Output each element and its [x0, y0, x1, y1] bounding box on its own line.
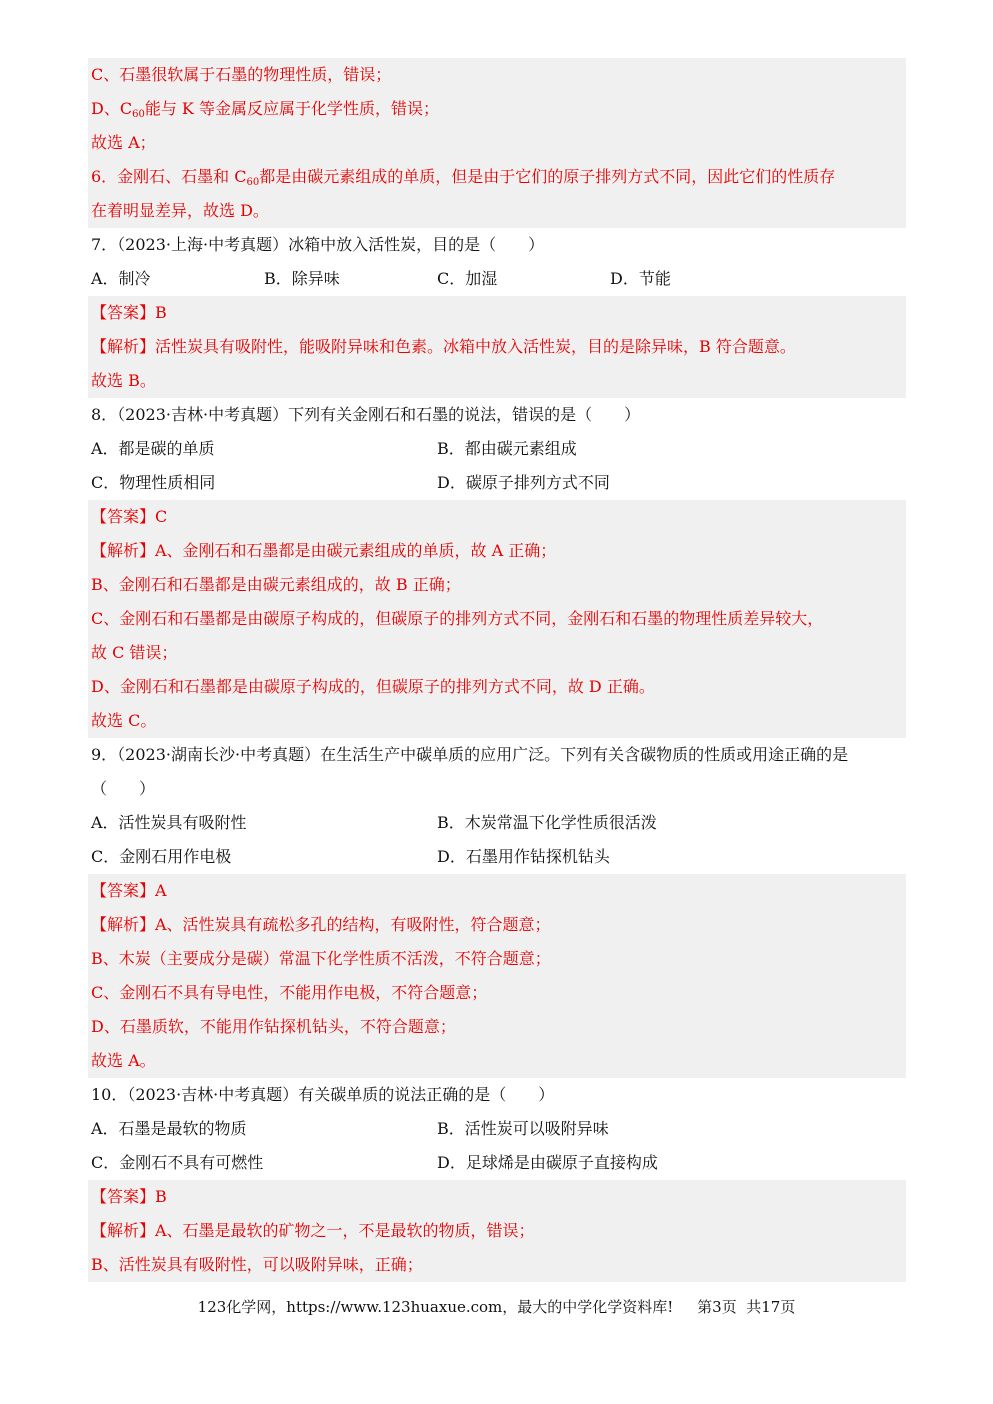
- option: C．物理性质相同: [91, 473, 216, 492]
- question-stem: 10．（2023·吉林·中考真题）有关碳单质的说法正确的是（ ）: [91, 1085, 555, 1104]
- q6-answer-line: 在着明显差异，故选 D。: [91, 201, 269, 220]
- analysis-line: D、金刚石和石墨都是由碳原子构成的，但碳原子的排列方式不同，故 D 正确。: [91, 677, 655, 696]
- analysis-line: C、金刚石和石墨都是由碳原子构成的，但碳原子的排列方式不同，金刚石和石墨的物理性质差异较大，: [91, 609, 824, 628]
- analysis-line: B、金刚石和石墨都是由碳元素组成的，故 B 正确；: [91, 575, 461, 594]
- option: B．都由碳元素组成: [437, 439, 577, 458]
- analysis-line: 故 C 错误；: [91, 643, 178, 662]
- analysis-line: 【解析】A、金刚石和石墨都是由碳元素组成的单质，故 A 正确；: [91, 541, 557, 560]
- options-row: [88, 840, 906, 874]
- page-footer: 123化学网，https://www.123huaxue.com，最大的中学化学资料库! 第3页 共17页: [197, 1298, 796, 1316]
- options-row: [88, 1146, 906, 1180]
- option: A．石墨是最软的物质: [91, 1119, 247, 1138]
- option: D．碳原子排列方式不同: [437, 473, 610, 492]
- analysis-line: D、$C_{60}$能与 K 等金属反应属于化学性质，错误；: [91, 99, 439, 120]
- option: C．金刚石不具有可燃性: [91, 1153, 264, 1172]
- options-row: [88, 432, 906, 466]
- question-stem: （ ）: [91, 779, 156, 798]
- analysis-line: 故选 A。: [91, 1051, 156, 1070]
- option: B．活性炭可以吸附异味: [437, 1119, 609, 1138]
- analysis-line: 故选 B。: [91, 371, 156, 390]
- question-stem: 8．（2023·吉林·中考真题）下列有关金刚石和石墨的说法，错误的是（ ）: [91, 405, 641, 424]
- q6-answer-line: 6．金刚石、石墨和 $C_{60}$都是由碳元素组成的单质，但是由于它们的原子排列方式不同，因此它们的性质存: [91, 167, 836, 188]
- options-row: [88, 1112, 906, 1146]
- option: A．都是碳的单质: [91, 439, 215, 458]
- analysis-line: 故选 C。: [91, 711, 157, 730]
- analysis-line: 【解析】活性炭具有吸附性，能吸附异味和色素。冰箱中放入活性炭，目的是除异味，B 符合题意。: [91, 337, 796, 356]
- option: D．节能: [610, 269, 671, 288]
- analysis-line: 故选 A；: [91, 133, 156, 152]
- analysis-line: B、活性炭具有吸附性，可以吸附异味，正确；: [91, 1255, 423, 1274]
- option: D．足球烯是由碳原子直接构成: [437, 1153, 658, 1172]
- analysis-line: B、木炭（主要成分是碳）常温下化学性质不活泼，不符合题意；: [91, 949, 551, 968]
- option: B．木炭常温下化学性质很活泼: [437, 813, 657, 832]
- question-stem: 9．（2023·湖南长沙·中考真题）在生活生产中碳单质的应用广泛。下列有关含碳物质的性质或用途正确的是: [91, 745, 849, 764]
- question-stem: 7．（2023·上海·中考真题）冰箱中放入活性炭，目的是（ ）: [91, 235, 545, 254]
- analysis-line: C、石墨很软属于石墨的物理性质，错误；: [91, 65, 392, 84]
- answer-block: [88, 296, 906, 398]
- page-content: [88, 58, 906, 1282]
- options-row: [88, 806, 906, 840]
- option: D．石墨用作钻探机钻头: [437, 847, 610, 866]
- answer-line: 【答案】A: [91, 881, 167, 900]
- analysis-line: 【解析】A、活性炭具有疏松多孔的结构，有吸附性，符合题意；: [91, 915, 551, 934]
- options-row: [88, 466, 906, 500]
- q5-analysis-continued: [88, 58, 906, 228]
- option: B．除异味: [264, 269, 340, 288]
- options-row: [88, 262, 906, 296]
- answer-block: [88, 1180, 906, 1282]
- answer-block: [88, 500, 906, 738]
- option: C．金刚石用作电极: [91, 847, 232, 866]
- option: A．活性炭具有吸附性: [91, 813, 247, 832]
- analysis-line: 【解析】A、石墨是最软的矿物之一，不是最软的物质，错误；: [91, 1221, 535, 1240]
- option: A．制冷: [91, 269, 151, 288]
- answer-line: 【答案】B: [91, 303, 167, 322]
- analysis-line: D、石墨质软，不能用作钻探机钻头，不符合题意；: [91, 1017, 456, 1036]
- answer-line: 【答案】C: [91, 507, 168, 526]
- option: C．加湿: [437, 269, 498, 288]
- answer-line: 【答案】B: [91, 1187, 167, 1206]
- analysis-line: C、金刚石不具有导电性，不能用作电极，不符合题意；: [91, 983, 488, 1002]
- answer-block: [88, 874, 906, 1078]
